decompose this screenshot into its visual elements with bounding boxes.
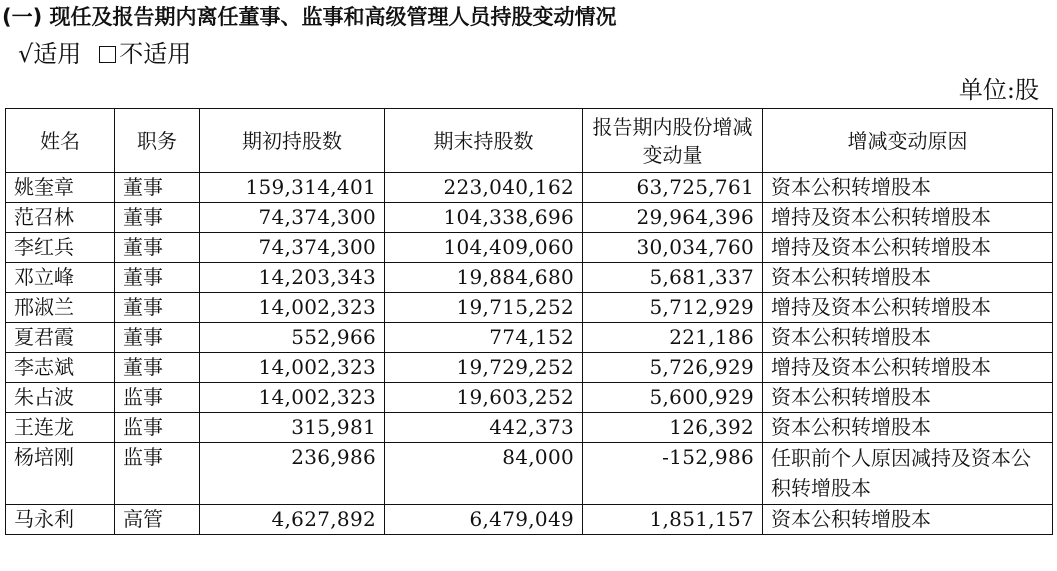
cell-position: 监事: [115, 383, 200, 413]
cell-name: 杨培刚: [6, 443, 115, 505]
cell-end-shares: 442,373: [385, 413, 583, 443]
empty-checkbox-icon: [99, 46, 116, 63]
not-applicable-label: 不适用: [119, 40, 192, 68]
cell-reason: 增持及资本公积转增股本: [763, 203, 1053, 233]
cell-begin-shares: 159,314,401: [200, 173, 385, 203]
cell-begin-shares: 14,002,323: [200, 353, 385, 383]
cell-begin-shares: 14,002,323: [200, 293, 385, 323]
cell-reason: 增持及资本公积转增股本: [763, 233, 1053, 263]
cell-name: 李红兵: [6, 233, 115, 263]
unit-label: 单位:股: [958, 76, 1039, 104]
cell-position: 董事: [115, 293, 200, 323]
cell-begin-shares: 74,374,300: [200, 233, 385, 263]
cell-reason: 资本公积转增股本: [763, 323, 1053, 353]
table-row: [6, 173, 1053, 203]
cell-end-shares: 19,603,252: [385, 383, 583, 413]
cell-position: 董事: [115, 203, 200, 233]
cell-change: 1,851,157: [583, 505, 763, 535]
cell-end-shares: 104,409,060: [385, 233, 583, 263]
cell-reason: 资本公积转增股本: [763, 505, 1053, 535]
cell-name: 范召林: [6, 203, 115, 233]
cell-begin-shares: 14,203,343: [200, 263, 385, 293]
cell-reason: 资本公积转增股本: [763, 173, 1053, 203]
cell-change: 29,964,396: [583, 203, 763, 233]
cell-change: 5,681,337: [583, 263, 763, 293]
checkmark-icon: √: [18, 40, 34, 68]
cell-reason: 资本公积转增股本: [763, 263, 1053, 293]
cell-reason: 资本公积转增股本: [763, 413, 1053, 443]
table-row: [6, 443, 1053, 505]
cell-change: 126,392: [583, 413, 763, 443]
table-row: [6, 323, 1053, 353]
cell-position: 高管: [115, 505, 200, 535]
table-row: [6, 203, 1053, 233]
cell-begin-shares: 74,374,300: [200, 203, 385, 233]
cell-change: 63,725,761: [583, 173, 763, 203]
cell-begin-shares: 315,981: [200, 413, 385, 443]
cell-begin-shares: 4,627,892: [200, 505, 385, 535]
applicable-label: 适用: [33, 40, 82, 68]
section-heading: (一) 现任及报告期内离任董事、监事和高级管理人员持股变动情况: [2, 5, 617, 29]
cell-end-shares: 84,000: [385, 443, 583, 505]
cell-position: 董事: [115, 263, 200, 293]
cell-name: 王连龙: [6, 413, 115, 443]
header-reason: 增减变动原因: [763, 109, 1053, 173]
cell-name: 邢淑兰: [6, 293, 115, 323]
table-row: [6, 293, 1053, 323]
cell-position: 监事: [115, 413, 200, 443]
cell-reason: 增持及资本公积转增股本: [763, 293, 1053, 323]
cell-end-shares: 19,715,252: [385, 293, 583, 323]
cell-position: 董事: [115, 323, 200, 353]
cell-begin-shares: 14,002,323: [200, 383, 385, 413]
cell-name: 马永利: [6, 505, 115, 535]
cell-change: 30,034,760: [583, 233, 763, 263]
table-row: [6, 233, 1053, 263]
header-name: 姓名: [6, 109, 115, 173]
table-row: [6, 383, 1053, 413]
table-row: [6, 263, 1053, 293]
cell-change: 5,600,929: [583, 383, 763, 413]
cell-end-shares: 19,729,252: [385, 353, 583, 383]
table-row: [6, 353, 1053, 383]
cell-end-shares: 104,338,696: [385, 203, 583, 233]
cell-position: 董事: [115, 173, 200, 203]
cell-name: 朱占波: [6, 383, 115, 413]
cell-end-shares: 774,152: [385, 323, 583, 353]
cell-end-shares: 223,040,162: [385, 173, 583, 203]
cell-change: -152,986: [583, 443, 763, 505]
cell-reason: 任职前个人原因减持及资本公积转增股本: [763, 443, 1053, 505]
header-begin-shares: 期初持股数: [200, 109, 385, 173]
cell-begin-shares: 552,966: [200, 323, 385, 353]
cell-position: 监事: [115, 443, 200, 505]
cell-reason: 增持及资本公积转增股本: [763, 353, 1053, 383]
shareholding-table: [5, 108, 1053, 535]
cell-end-shares: 6,479,049: [385, 505, 583, 535]
table-header-row: [6, 109, 1053, 173]
applicability-options: [18, 38, 191, 70]
cell-name: 姚奎章: [6, 173, 115, 203]
table-row: [6, 505, 1053, 535]
cell-begin-shares: 236,986: [200, 443, 385, 505]
cell-position: 董事: [115, 233, 200, 263]
header-end-shares: 期末持股数: [385, 109, 583, 173]
cell-name: 夏君霞: [6, 323, 115, 353]
table-row: [6, 413, 1053, 443]
cell-change: 221,186: [583, 323, 763, 353]
cell-name: 李志斌: [6, 353, 115, 383]
header-position: 职务: [115, 109, 200, 173]
cell-change: 5,726,929: [583, 353, 763, 383]
header-change: 报告期内股份增减变动量: [583, 109, 763, 173]
cell-end-shares: 19,884,680: [385, 263, 583, 293]
cell-name: 邓立峰: [6, 263, 115, 293]
cell-reason: 资本公积转增股本: [763, 383, 1053, 413]
cell-change: 5,712,929: [583, 293, 763, 323]
cell-position: 董事: [115, 353, 200, 383]
